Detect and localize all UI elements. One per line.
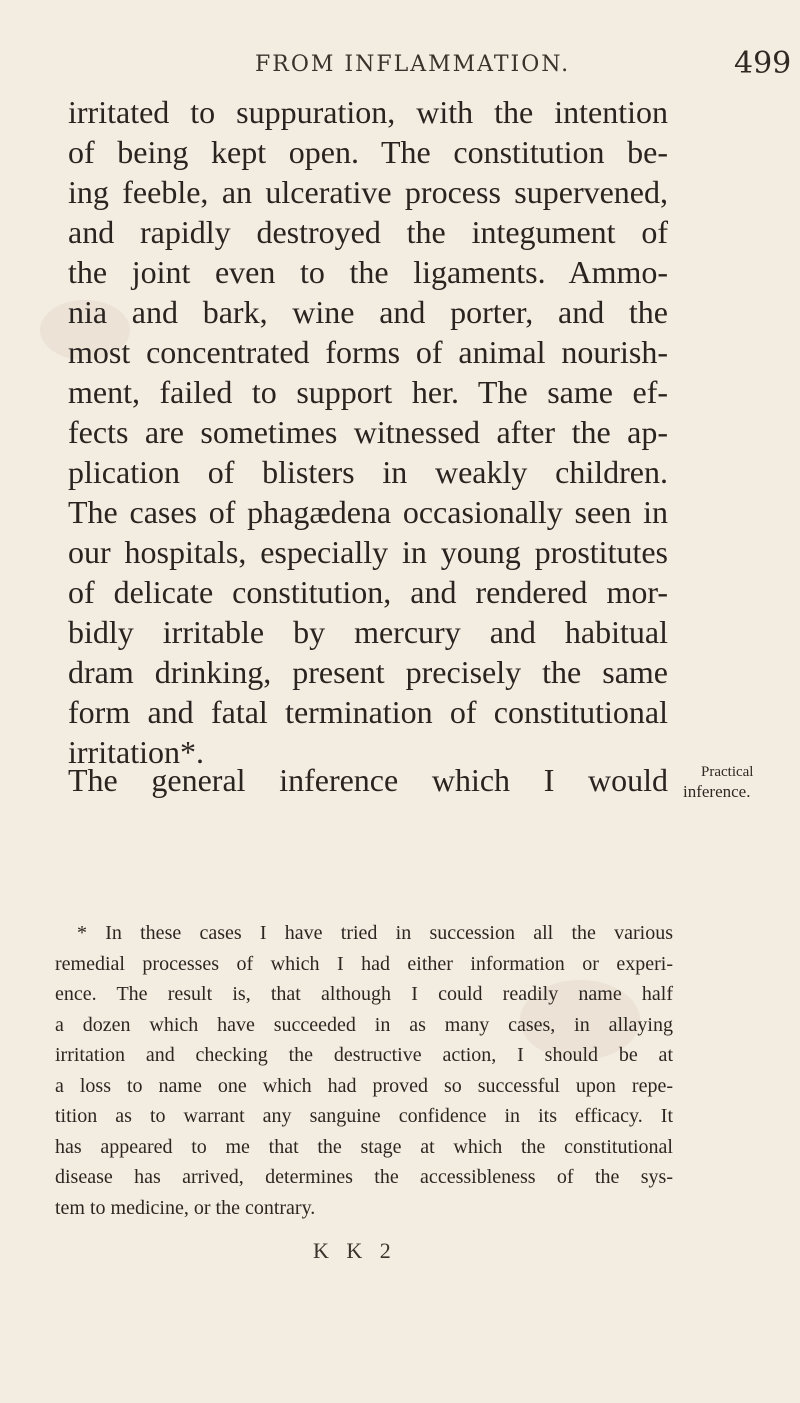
margin-note (683, 763, 793, 801)
text-line: dram drinking, present precisely the same (68, 654, 668, 690)
footnote-line: * In these cases I have tried in succession all the various (77, 922, 673, 944)
text-line: our hospitals, especially in young prostitutes (68, 534, 668, 570)
text-line: irritated to suppuration, with the intention (68, 94, 668, 130)
text-line: nia and bark, wine and porter, and the (68, 294, 668, 330)
footnote-line: disease has arrived, determines the accessibleness of the sys- (55, 1166, 673, 1188)
footnote-line: tition as to warrant any sanguine confidence in its efficacy. It (55, 1105, 673, 1127)
text-line: most concentrated forms of animal nourish- (68, 334, 668, 370)
margin-note-line: Practical (701, 764, 754, 780)
text-line: The cases of phagædena occasionally seen in (68, 494, 668, 530)
text-line: fects are sometimes witnessed after the ap- (68, 414, 668, 450)
text-line: and rapidly destroyed the integument of (68, 214, 668, 250)
text-line: ing feeble, an ulcerative process supervened, (68, 174, 668, 210)
footnote-line: remedial processes of which I had either information or experi- (55, 952, 673, 975)
footnote-line: irritation and checking the destructive action, I should be at (55, 1044, 673, 1066)
signature-mark: K K 2 (313, 1238, 397, 1263)
margin-note-line: inference. (683, 782, 751, 801)
text-line: ment, failed to support her. The same ef- (68, 374, 668, 410)
page-number: 499 (734, 46, 792, 81)
paragraph-1 (68, 92, 668, 772)
running-head: FROM INFLAMMATION. (255, 52, 571, 77)
text-line: bidly irritable by mercury and habitual (68, 614, 668, 650)
paragraph-2 (68, 760, 668, 800)
footnote-line: has appeared to me that the stage at which the constitutional (55, 1135, 673, 1158)
text-line: the joint even to the ligaments. Ammo- (68, 254, 668, 290)
footnote-line: a dozen which have succeeded in as many cases, in allaying (55, 1013, 673, 1036)
text-line: form and fatal termination of constitutional (68, 694, 668, 730)
text-line: of being kept open. The constitution be- (68, 134, 668, 170)
text-line: irritation*. (68, 734, 204, 770)
footnote-line: a loss to name one which had proved so successful upon repe- (55, 1074, 673, 1097)
text-line: plication of blisters in weakly children. (68, 454, 668, 490)
footnote-line: ence. The result is, that although I could readily name half (55, 983, 673, 1005)
text-line: The general inference which I would (68, 762, 668, 798)
footnote-line: tem to medicine, or the contrary. (55, 1196, 316, 1219)
text-line: of delicate constitution, and rendered mor- (68, 574, 668, 610)
footnote (55, 918, 673, 1223)
